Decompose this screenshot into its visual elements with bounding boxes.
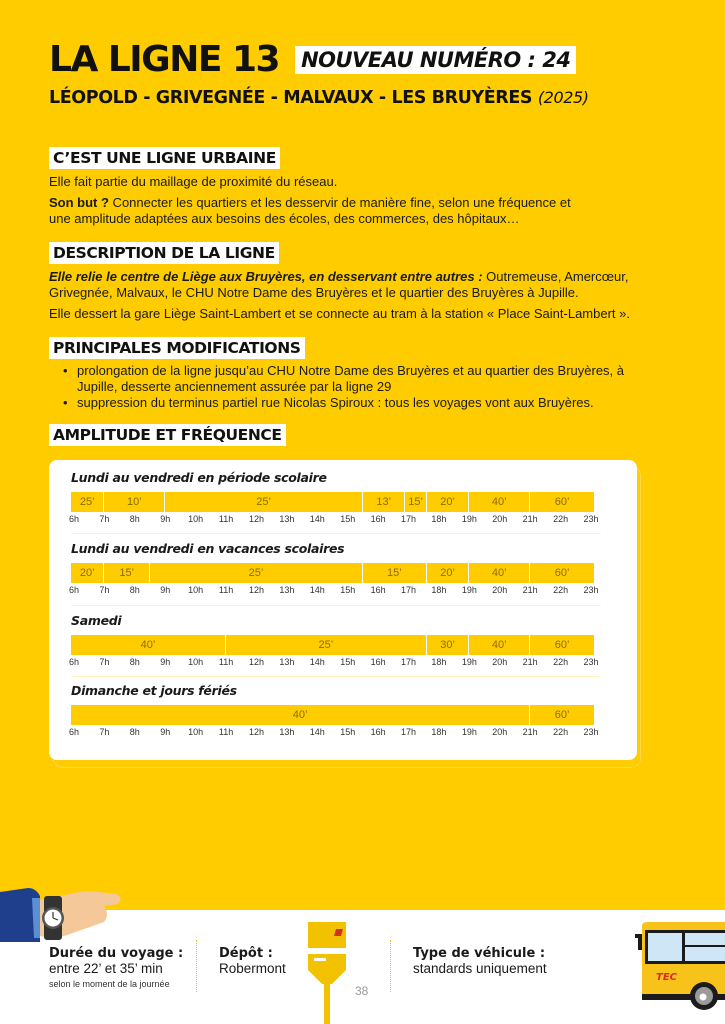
frequency-bar — [71, 563, 601, 583]
frequency-segment: 40’ — [469, 635, 530, 655]
hour-tick: 14h — [309, 585, 325, 595]
route-subtitle — [49, 88, 589, 108]
schedule-weekday-holidays — [68, 541, 601, 599]
depot-label: Dépôt : — [219, 946, 273, 961]
bus-stop-icon — [306, 920, 348, 1024]
hour-tick: 23h — [583, 657, 599, 667]
hour-tick: 7h — [99, 727, 110, 737]
separator — [390, 940, 391, 992]
hour-tick: 17h — [401, 727, 417, 737]
page-number: 38 — [355, 984, 369, 998]
section-amplitude — [49, 424, 649, 446]
hour-tick: 13h — [279, 514, 295, 524]
hour-tick: 16h — [370, 727, 386, 737]
hour-tick: 19h — [461, 657, 477, 667]
list-item: • suppression du terminus partiel rue Nicolas Spiroux : tous les voyages vont aux Bruyères. — [49, 395, 639, 411]
bus-logo: TEC — [656, 972, 677, 983]
schedule-title: Lundi au vendredi en vacances scolaires — [71, 541, 345, 556]
hour-tick: 10h — [188, 657, 204, 667]
hour-tick: 14h — [309, 514, 325, 524]
frequency-segment: 25’ — [71, 492, 104, 512]
hour-tick: 19h — [461, 514, 477, 524]
paragraph-text: Connecter les quartiers et les desservir de manière fine, selon une fréquence et une amplitude adaptées aux besoins des écoles, des commerces, des hôpitaux… — [49, 195, 571, 226]
section-heading: PRINCIPALES MODIFICATIONS — [49, 337, 305, 359]
hour-tick: 12h — [248, 585, 264, 595]
hour-tick: 7h — [99, 514, 110, 524]
vehicle-value: standards uniquement — [413, 961, 547, 976]
hour-tick: 18h — [431, 727, 447, 737]
schedule-card — [49, 460, 637, 760]
frequency-segment: 30’ — [427, 635, 470, 655]
hour-tick: 6h — [68, 585, 80, 595]
hour-tick: 15h — [340, 727, 356, 737]
frequency-segment: 20’ — [427, 563, 470, 583]
divider — [71, 533, 601, 534]
hour-tick: 14h — [309, 657, 325, 667]
bus-illustration — [632, 920, 725, 1012]
schedule-saturday — [68, 613, 601, 671]
hour-tick: 8h — [129, 657, 140, 667]
frequency-segment: 10’ — [104, 492, 165, 512]
hour-tick: 21h — [522, 585, 538, 595]
frequency-segment: 40’ — [71, 705, 530, 725]
hour-tick: 9h — [160, 585, 171, 595]
hour-tick: 20h — [492, 514, 508, 524]
hour-tick: 23h — [583, 727, 599, 737]
hour-tick: 22h — [553, 657, 569, 667]
hour-tick: 23h — [583, 514, 599, 524]
hour-tick: 16h — [370, 657, 386, 667]
hour-tick: 8h — [129, 727, 140, 737]
hour-tick: 20h — [492, 657, 508, 667]
hour-tick: 13h — [279, 585, 295, 595]
schedule-weekday-school — [68, 470, 601, 528]
duration-block — [49, 946, 183, 989]
hour-ticks — [68, 657, 601, 671]
frequency-segment: 20’ — [427, 492, 470, 512]
schedule-title: Dimanche et jours fériés — [71, 683, 237, 698]
frequency-segment: 25’ — [226, 635, 427, 655]
duration-value: entre 22’ et 35’ min — [49, 961, 163, 976]
frequency-segment: 15’ — [104, 563, 150, 583]
page-title: LA LIGNE 13 — [49, 39, 280, 80]
hour-tick: 10h — [188, 727, 204, 737]
hour-tick: 11h — [218, 727, 234, 737]
hour-tick: 9h — [160, 727, 171, 737]
paragraph-text: Outremeuse, Amercœur, Grivegnée, Malvaux, le CHU Notre Dame des Bruyères et le quartier des Bruyères à Jupille. — [49, 269, 629, 300]
hour-tick: 19h — [461, 727, 477, 737]
section-heading: DESCRIPTION DE LA LIGNE — [49, 242, 279, 264]
bold-lead: Elle relie le centre de Liège aux Bruyères, en desservant entre autres : — [49, 269, 483, 284]
hour-tick: 17h — [401, 514, 417, 524]
hour-tick: 6h — [68, 727, 80, 737]
divider — [71, 605, 601, 606]
section-heading: AMPLITUDE ET FRÉQUENCE — [49, 424, 286, 446]
hour-tick: 21h — [522, 727, 538, 737]
hour-tick: 10h — [188, 514, 204, 524]
hour-tick: 9h — [160, 657, 171, 667]
hour-tick: 6h — [68, 657, 80, 667]
hour-tick: 6h — [68, 514, 80, 524]
title-row — [49, 40, 576, 80]
hour-tick: 16h — [370, 514, 386, 524]
paragraph — [49, 269, 649, 301]
frequency-segment: 25’ — [165, 492, 363, 512]
frequency-segment: 13’ — [363, 492, 406, 512]
hour-tick: 21h — [522, 657, 538, 667]
hour-ticks — [68, 514, 601, 528]
bold-lead: Son but ? — [49, 195, 109, 210]
hour-ticks — [68, 727, 601, 741]
hour-tick: 12h — [248, 514, 264, 524]
hour-tick: 21h — [522, 514, 538, 524]
wristwatch-icon — [0, 884, 125, 944]
frequency-bar — [71, 705, 601, 725]
hour-tick: 20h — [492, 585, 508, 595]
hour-tick: 8h — [129, 585, 140, 595]
frequency-segment: 40’ — [469, 492, 530, 512]
duration-note: selon le moment de la journée — [49, 979, 170, 989]
hour-tick: 11h — [218, 585, 234, 595]
hour-tick: 12h — [248, 657, 264, 667]
hour-tick: 14h — [309, 727, 325, 737]
separator — [196, 940, 197, 992]
frequency-segment: 40’ — [71, 635, 226, 655]
frequency-segment: 15’ — [363, 563, 427, 583]
hour-tick: 18h — [431, 585, 447, 595]
frequency-segment: 60’ — [530, 635, 594, 655]
frequency-segment: 60’ — [530, 705, 594, 725]
hour-tick: 17h — [401, 657, 417, 667]
schedule-title: Samedi — [71, 613, 122, 628]
hour-tick: 15h — [340, 585, 356, 595]
vehicle-label: Type de véhicule : — [413, 946, 546, 961]
depot-block — [219, 946, 286, 977]
hour-tick: 17h — [401, 585, 417, 595]
hour-tick: 16h — [370, 585, 386, 595]
paragraph: Elle fait partie du maillage de proximité du réseau. — [49, 174, 338, 189]
route-name: LÉOPOLD - GRIVEGNÉE - MALVAUX - LES BRUYÈRES — [49, 88, 533, 108]
hour-tick: 15h — [340, 657, 356, 667]
hour-tick: 11h — [218, 514, 234, 524]
frequency-bar — [71, 635, 601, 655]
list-item: • prolongation de la ligne jusqu’au CHU Notre Dame des Bruyères et au quartier des Bruyères, à Jupille, desserte anciennement assurée par la ligne 29 — [49, 363, 639, 395]
section-heading: C’EST UNE LIGNE URBAINE — [49, 147, 280, 169]
hour-tick: 10h — [188, 585, 204, 595]
bus-icon — [632, 920, 725, 1012]
hour-tick: 19h — [461, 585, 477, 595]
hour-tick: 22h — [553, 585, 569, 595]
paragraph: Elle dessert la gare Liège Saint-Lambert et se connecte au tram à la station « Place Saint-Lambert ». — [49, 306, 630, 321]
new-number-badge: NOUVEAU NUMÉRO : 24 — [295, 46, 576, 74]
hour-tick: 18h — [431, 657, 447, 667]
section-description — [49, 242, 649, 322]
hour-tick: 13h — [279, 657, 295, 667]
duration-label: Durée du voyage : — [49, 946, 184, 961]
schedule-title: Lundi au vendredi en période scolaire — [71, 470, 327, 485]
frequency-segment: 15’ — [405, 492, 426, 512]
hour-tick: 20h — [492, 727, 508, 737]
section-urbaine — [49, 147, 649, 227]
frequency-segment: 60’ — [530, 492, 594, 512]
hour-tick: 15h — [340, 514, 356, 524]
paragraph — [49, 195, 589, 227]
frequency-bar — [71, 492, 601, 512]
schedule-sunday — [68, 683, 601, 741]
frequency-segment: 25’ — [150, 563, 363, 583]
hour-tick: 13h — [279, 727, 295, 737]
hour-tick: 18h — [431, 514, 447, 524]
hour-ticks — [68, 585, 601, 599]
hour-tick: 7h — [99, 585, 110, 595]
hour-tick: 22h — [553, 514, 569, 524]
hour-tick: 12h — [248, 727, 264, 737]
hour-tick: 23h — [583, 585, 599, 595]
divider — [71, 676, 601, 677]
frequency-segment: 60’ — [530, 563, 594, 583]
vehicle-block — [413, 946, 547, 977]
hour-tick: 7h — [99, 657, 110, 667]
hour-tick: 11h — [218, 657, 234, 667]
hour-tick: 8h — [129, 514, 140, 524]
frequency-segment: 20’ — [71, 563, 104, 583]
depot-value: Robermont — [219, 961, 286, 976]
route-year: (2025) — [537, 88, 589, 107]
section-modifications — [49, 337, 649, 411]
hour-tick: 9h — [160, 514, 171, 524]
hour-tick: 22h — [553, 727, 569, 737]
frequency-segment: 40’ — [469, 563, 530, 583]
modifications-list — [49, 363, 639, 411]
